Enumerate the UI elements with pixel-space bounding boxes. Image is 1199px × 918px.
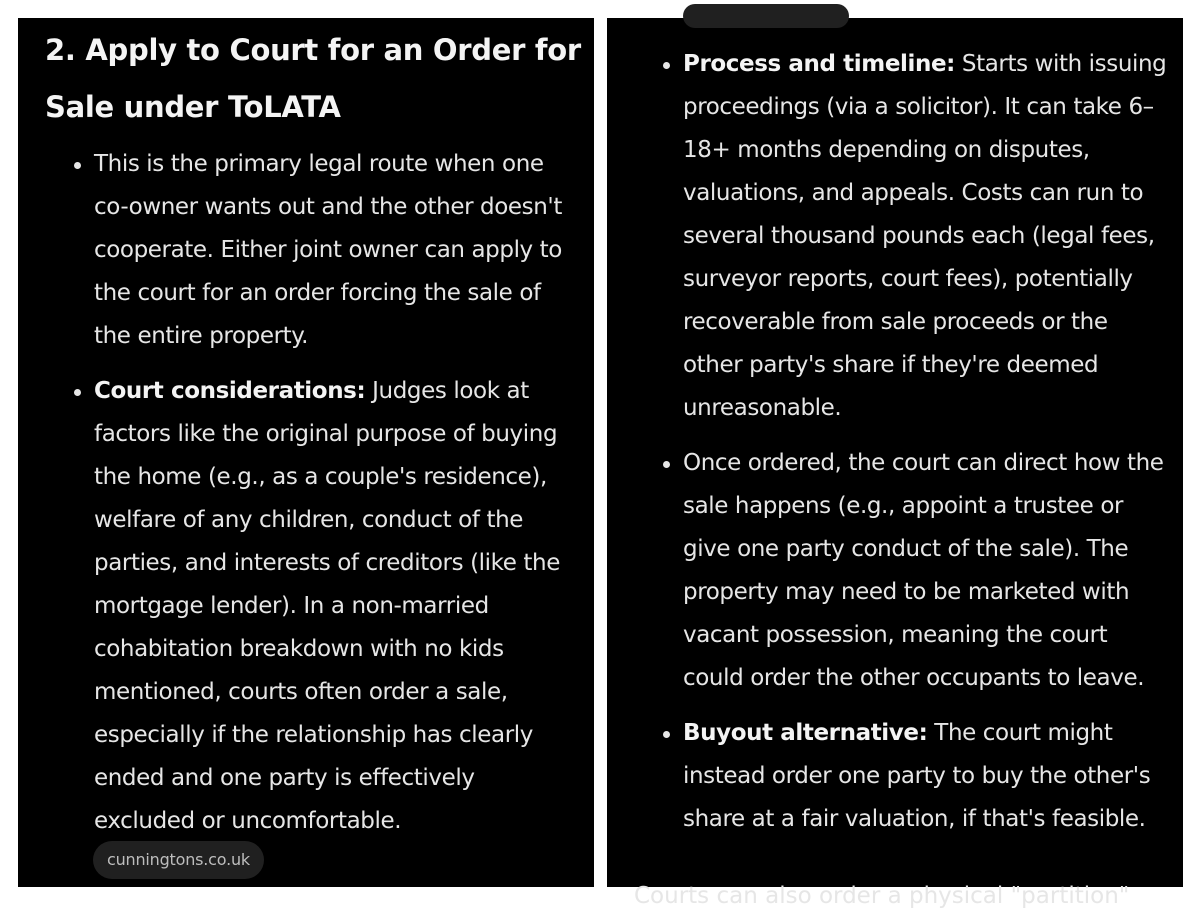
source-link-chip[interactable]: cunningtons.co.uk [93,841,264,879]
bullet-text: Judges look at factors like the original purpose of buying the home (e.g., as a couple's residence), welfare of any children, conduct of the parties, and interests of creditors (like the mortgage lender). In a non-married cohabitation breakdown with no kids mentioned, courts often order a sale, especially if the relationship has clearly ended and one party is effectively excluded or uncomfortable. [94,378,560,834]
bullet-text: Once ordered, the court can direct how the sale happens (e.g., appoint a trustee or give one party conduct of the sale). The property may need to be marketed with vacant possession, meaning the court could order the other occupants to leave. [683,450,1164,691]
bullet-list [94,143,579,843]
bullet-lead: Buyout alternative: [683,720,928,746]
bullet-item [683,43,1168,430]
bullet-list [683,43,1168,841]
cutoff-paragraph: Courts can also order a physical "partition" [634,883,1130,909]
bullet-item [683,712,1168,841]
bullet-lead: Court considerations: [94,378,366,404]
bullet-item [683,442,1168,700]
section-heading: 2. Apply to Court for an Order for Sale under ToLATA [45,33,581,124]
left-response-panel [18,18,594,887]
bullet-lead: Process and timeline: [683,51,955,77]
right-response-panel [607,18,1183,909]
bullet-text: The court might instead order one party to buy the other's share at a fair valuation, if that's feasible. [683,720,1151,832]
bullet-item [94,143,579,358]
bullet-item [94,370,579,843]
bullet-text: Starts with issuing proceedings (via a solicitor). It can take 6–18+ months depending on disputes, valuations, and appeals. Costs can run to several thousand pounds each (legal fees, surveyor reports, court fees), potentially recoverable from sale proceeds or the other party's share if they're deemed unreasonable. [683,51,1167,421]
bullet-text: This is the primary legal route when one co-owner wants out and the other doesn't cooperate. Either joint owner can apply to the court for an order forcing the sale of the entire property. [94,151,562,349]
source-link-chip[interactable] [683,4,849,28]
